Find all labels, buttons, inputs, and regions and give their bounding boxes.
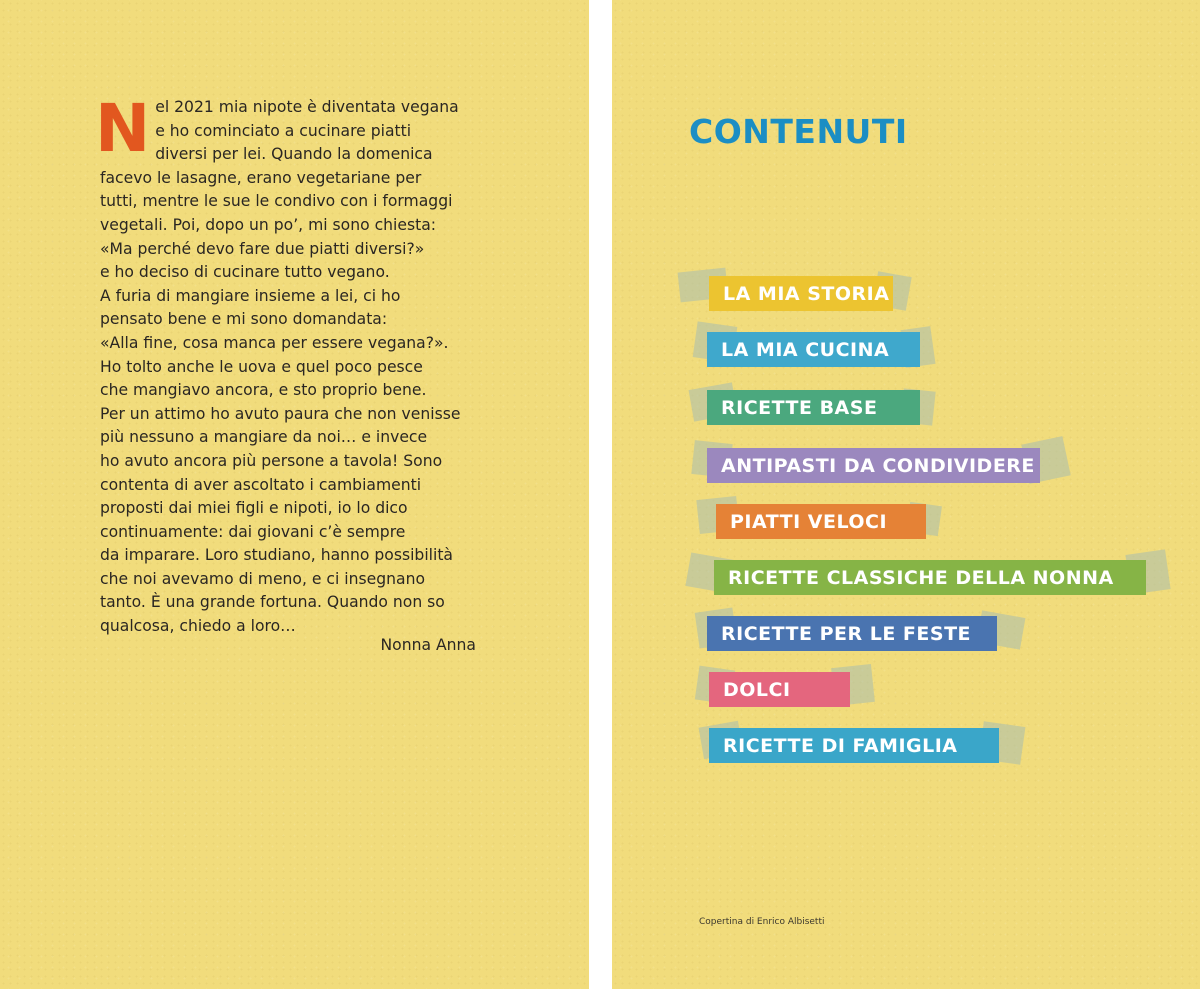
toc-entry — [687, 438, 1080, 494]
story-line: diversi per lei. Quando la domenica — [155, 145, 433, 164]
story-text — [95, 90, 478, 639]
toc-entry — [689, 718, 1039, 774]
toc-entry — [689, 662, 890, 718]
story-line: che noi avevamo di meno, e ci insegnano — [100, 569, 425, 588]
story-line: e ho deciso di cucinare tutto vegano. — [100, 263, 390, 282]
right-page — [612, 0, 1200, 989]
story-line: più nessuno a mangiare da noi… e invece — [100, 428, 428, 447]
story-line: proposti dai miei figli e nipoti, io lo dico — [100, 499, 408, 518]
story-line: tutti, mentre le sue le condivo con i formaggi — [100, 192, 453, 211]
story-line: vegetali. Poi, dopo un po’, mi sono chiesta: — [100, 215, 437, 234]
drop-cap: N — [95, 90, 151, 167]
contents-title: CONTENUTI — [689, 112, 908, 151]
toc-entry — [696, 494, 966, 550]
story-line: da imparare. Loro studiano, hanno possibilità — [100, 546, 453, 565]
story-line: el 2021 mia nipote è diventata vegana — [155, 98, 459, 116]
story-line: A furia di mangiare insieme a lei, ci ho — [100, 286, 401, 305]
toc-label: LA MIA CUCINA — [707, 332, 920, 367]
toc-entry — [687, 380, 960, 436]
toc-label: RICETTE CLASSICHE DELLA NONNA — [714, 560, 1146, 595]
story-lines — [100, 96, 478, 639]
toc-label: RICETTE DI FAMIGLIA — [709, 728, 999, 763]
cover-credit: Copertina di Enrico Albisetti — [699, 917, 825, 927]
toc-entry — [689, 266, 933, 322]
story-line: facevo le lasagne, erano vegetariane per — [100, 168, 422, 187]
story-line: qualcosa, chiedo a loro… — [100, 617, 296, 636]
signature: Nonna Anna — [380, 636, 476, 654]
story-line: Per un attimo ho avuto paura che non venisse — [100, 404, 461, 423]
toc-label: ANTIPASTI DA CONDIVIDERE — [707, 448, 1040, 483]
left-page — [0, 0, 589, 989]
story-line: continuamente: dai giovani c’è sempre — [100, 522, 406, 541]
story-line: contenta di aver ascoltato i cambiamenti — [100, 475, 422, 494]
toc-label: DOLCI — [709, 672, 850, 707]
toc-label: LA MIA STORIA — [709, 276, 893, 311]
toc-entry — [687, 322, 960, 378]
story-line: ho avuto ancora più persone a tavola! Sono — [100, 451, 443, 470]
story-line: che mangiavo ancora, e sto proprio bene. — [100, 381, 427, 400]
toc-label: RICETTE BASE — [707, 390, 920, 425]
toc-entry — [687, 606, 1037, 662]
story-line: «Ma perché devo fare due piatti diversi?» — [100, 239, 425, 258]
toc-entry — [694, 550, 1186, 606]
story-line: «Alla fine, cosa manca per essere vegana?». — [100, 333, 449, 352]
toc-label: RICETTE PER LE FESTE — [707, 616, 997, 651]
story-line: e ho cominciato a cucinare piatti — [155, 121, 412, 140]
toc-label: PIATTI VELOCI — [716, 504, 926, 539]
story-line: Ho tolto anche le uova e quel poco pesce — [100, 357, 423, 376]
story-line: pensato bene e mi sono domandata: — [100, 310, 388, 329]
story-line: tanto. È una grande fortuna. Quando non so — [100, 593, 445, 612]
